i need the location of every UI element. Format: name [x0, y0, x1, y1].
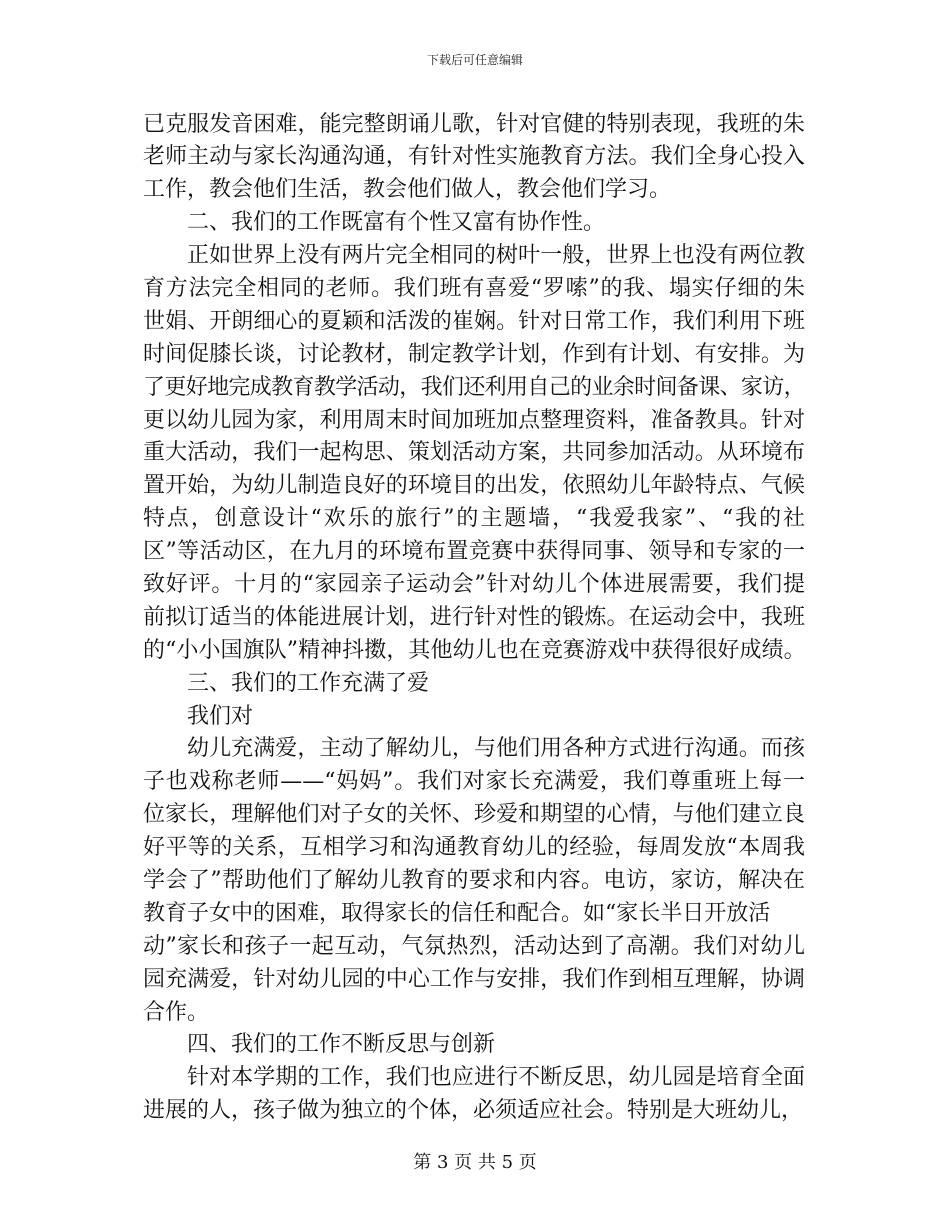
text-line: 四、我们的工作不断反思与创新 — [187, 1032, 496, 1058]
text-line: 教育子女中的困难，取得家长的信任和配合。如“家长半日开放活 — [143, 900, 771, 926]
text-line: 置开始，为幼儿制造良好的环境目的出发，依照幼儿年龄特点、气候 — [143, 473, 805, 499]
text-line: 世娟、开朗细心的夏颖和活泼的崔娴。针对日常工作，我们利用下班 — [143, 308, 805, 334]
text-line: 正如世界上没有两片完全相同的树叶一般，世界上也没有两位教 — [187, 243, 805, 269]
text-line: 工作，教会他们生活，教会他们做人，教会他们学习。 — [143, 177, 672, 203]
text-line: 二、我们的工作既富有个性又富有协作性。 — [187, 210, 606, 236]
page-header-note: 下载后可任意编辑 — [426, 53, 523, 67]
text-line: 幼儿充满爱，主动了解幼儿，与他们用各种方式进行沟通。而孩 — [187, 736, 805, 762]
section-heading — [143, 207, 805, 240]
paragraph — [143, 1062, 805, 1128]
text-line: 位家长，理解他们对子女的关怀、珍爱和期望的心情，与他们建立良 — [143, 802, 805, 828]
text-line: 针对本学期的工作，我们也应进行不断反思，幼儿园是培育全面 — [187, 1065, 805, 1091]
text-line: 老师主动与家长沟通沟通，有针对性实施教育方法。我们全身心投入 — [143, 144, 805, 170]
paragraph — [143, 109, 805, 208]
text-line: 好平等的关系，互相学习和沟通教育幼儿的经验，每周发放“本周我 — [143, 835, 805, 861]
text-line: 重大活动，我们一起构思、策划活动方案，共同参加活动。从环境布 — [143, 440, 805, 466]
text-line: 已克服发音困难，能完整朗诵儿歌，针对官健的特别表现，我班的朱 — [143, 111, 805, 137]
paragraph — [143, 240, 805, 668]
text-line: 致好评。十月的“家园亲子运动会”针对幼儿个体进展需要，我们提 — [143, 571, 805, 597]
section-heading — [143, 1029, 805, 1062]
paragraph — [143, 733, 805, 1029]
text-line: 时间促膝长谈，讨论教材，制定教学计划，作到有计划、有安排。为 — [143, 341, 805, 367]
text-line: 合作。 — [143, 999, 210, 1025]
section-heading — [143, 668, 805, 701]
text-line: 学会了”帮助他们了解幼儿教育的要求和内容。电访，家访，解决在 — [143, 867, 805, 893]
text-line: 园充满爱，针对幼儿园的中心工作与安排，我们作到相互理解，协调 — [143, 966, 805, 992]
text-line: 前拟订适当的体能进展计划，进行针对性的锻炼。在运动会中，我班 — [143, 604, 805, 630]
text-line: 区”等活动区，在九月的环境布置竞赛中获得同事、领导和专家的一 — [143, 539, 805, 565]
paragraph — [143, 701, 805, 734]
text-line: 子也戏称老师——“妈妈”。我们对家长充满爱，我们尊重班上每一 — [143, 769, 805, 795]
text-line: 的“小小国旗队”精神抖擞，其他幼儿也在竞赛游戏中获得很好成绩。 — [143, 637, 805, 663]
text-line: 更以幼儿园为家，利用周末时间加班加点整理资料，准备教具。针对 — [143, 407, 805, 433]
text-line: 育方法完全相同的老师。我们班有喜爱“罗嗦”的我、塌实仔细的朱 — [143, 275, 805, 301]
page-number-footer: 第 3 页 共 5 页 — [413, 1152, 537, 1173]
text-line: 了更好地完成教育教学活动，我们还利用自己的业余时间备课、家访， — [143, 374, 805, 400]
text-line: 动”家长和孩子一起互动，气氛热烈，活动达到了高潮。我们对幼儿 — [143, 933, 805, 959]
text-line: 进展的人，孩子做为独立的个体，必须适应社会。特别是大班幼儿， — [143, 1098, 804, 1124]
text-line: 特点，创意设计“欢乐的旅行”的主题墙，“我爱我家”、“我的社 — [143, 506, 805, 532]
text-line: 三、我们的工作充满了爱 — [187, 670, 430, 696]
document-body — [143, 109, 805, 1129]
text-line: 我们对 — [187, 703, 254, 729]
